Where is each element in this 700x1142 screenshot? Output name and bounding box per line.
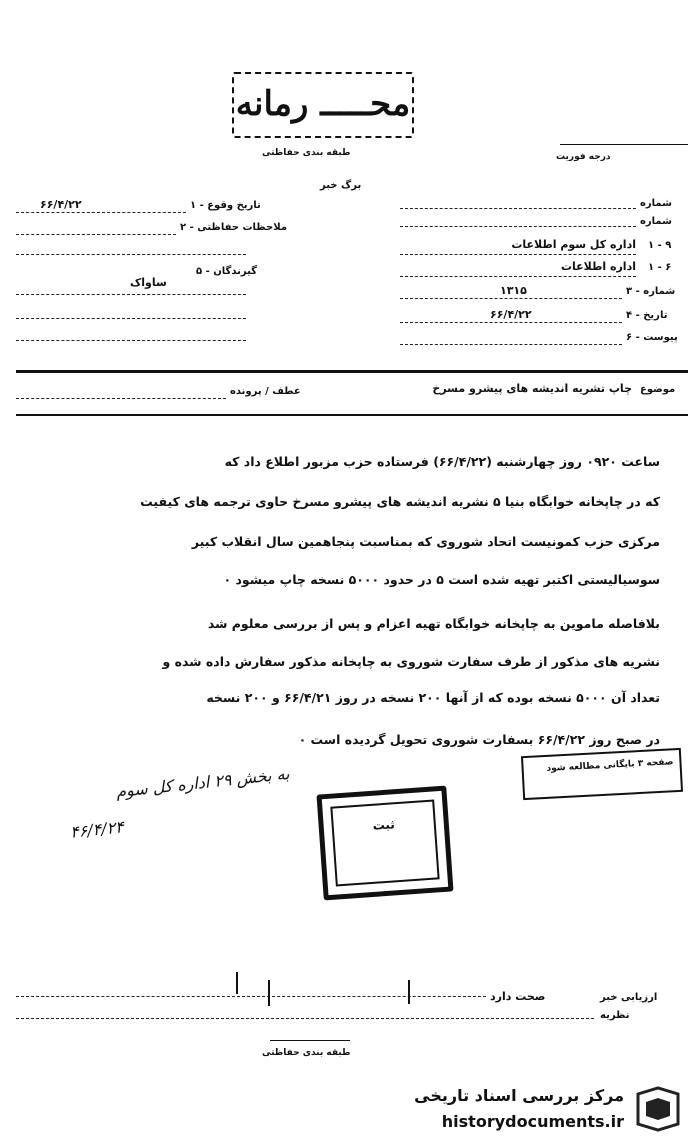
field-office-value: اداره اطلاعات bbox=[560, 260, 636, 273]
recipients-value: ساواک bbox=[130, 276, 167, 289]
archive-logo-icon bbox=[632, 1084, 684, 1134]
report-form-label: برگ خبر bbox=[320, 180, 362, 191]
receipt-stamp bbox=[316, 786, 453, 901]
date-of-event-value: ۶۶/۴/۲۲ bbox=[40, 198, 82, 211]
recipients-label: ۵ - گیرندگان bbox=[196, 266, 257, 277]
body-line-8: در صبح روز ۶۶/۴/۲۲ بسفارت شوروی تحویل گردیده است ۰ bbox=[298, 732, 660, 747]
receipt-stamp-text: ثبت bbox=[330, 799, 439, 886]
field-number-label: ۳ - شماره bbox=[626, 286, 676, 297]
body-line-2: که در چاپخانه خوابگاه بنیا ۵ نشریه اندیشه های پیشرو مسرخ حاوی ترجمه های کیفیت bbox=[140, 494, 660, 509]
body-line-1: ساعت ۰۹۲۰ روز چهارشنبه (۶۶/۴/۲۲) فرستاده حزب مزبور اطلاع داد که bbox=[224, 454, 660, 469]
footer-opinion-label: نظریه bbox=[600, 1010, 630, 1021]
field-date-label: ۴ - تاریخ bbox=[626, 310, 668, 321]
watermark-en: historydocuments.ir bbox=[441, 1112, 624, 1131]
protection-notes-label: ۲ - ملاحظات حفاظتی bbox=[180, 222, 288, 233]
field-date-value: ۶۶/۴/۲۲ bbox=[490, 308, 532, 321]
archive-note-box: صفحه ۳ بایگانی مطالعه شود bbox=[521, 748, 683, 800]
priority-label: درجه فوریت bbox=[556, 152, 611, 162]
subject-value: چاپ تشریه اندیشه های پیشرو مسرخ bbox=[432, 382, 632, 395]
body-line-4: سوسیالیستی اکتبر تهیه شده است ۵ در حدود ۵۰۰۰ نسخه چاپ میشود ۰ bbox=[223, 572, 660, 587]
footer-classification-label: طبقه بندی حفاظتی bbox=[262, 1048, 351, 1058]
field-attachment-label: ۶ - پیوست bbox=[626, 332, 678, 343]
footer-evaluation-label: ارزیابی خبر bbox=[600, 992, 658, 1003]
body-line-7: تعداد آن ۵۰۰۰ نسخه بوده که از آنها ۲۰۰ نسخه در روز ۶۶/۴/۲۱ و ۲۰۰ نسخه bbox=[206, 690, 660, 705]
date-of-event-label: ۱ - تاریخ وقوع bbox=[190, 200, 261, 211]
body-line-5: بلافاصله ماموین به چاپخانه خوابگاه تهیه اعزام و پس از بررسی معلوم شد bbox=[207, 616, 660, 631]
file-ref-label: عطف / پرونده bbox=[230, 386, 301, 397]
number-label-2: شماره bbox=[640, 216, 672, 227]
subject-label: موضوع bbox=[640, 384, 676, 395]
footer-value: صحت دارد bbox=[490, 990, 546, 1003]
watermark-fa: مرکز بررسی اسناد تاریخی bbox=[414, 1086, 624, 1105]
body-line-6: نشریه های مذکور از طرف سفارت شوروی به چاپخانه مذکور سفارش داده شده و bbox=[162, 654, 660, 669]
field-number-value: ۱۳۱۵ bbox=[500, 284, 527, 297]
field-dept-value: اداره کل سوم اطلاعات bbox=[511, 238, 636, 251]
number-label-1: شماره bbox=[640, 198, 672, 209]
classification-label: طبقه بندی حفاظتی bbox=[262, 148, 351, 158]
handwritten-note: به بخش ۲۹ اداره کل سوم bbox=[115, 764, 291, 802]
field-dept-label: ۱ - ۹ bbox=[648, 240, 672, 251]
handwritten-date: ۴۶/۴/۲۴ bbox=[69, 817, 125, 842]
classification-stamp: محـــــ رمانه bbox=[232, 72, 414, 138]
body-line-3: مرکزی حزب کمونیست اتحاد شوروی که بمناسبت پنجاهمین سال انقلاب کبیر bbox=[191, 534, 660, 549]
field-office-label: ۱ - ۶ bbox=[648, 262, 672, 273]
